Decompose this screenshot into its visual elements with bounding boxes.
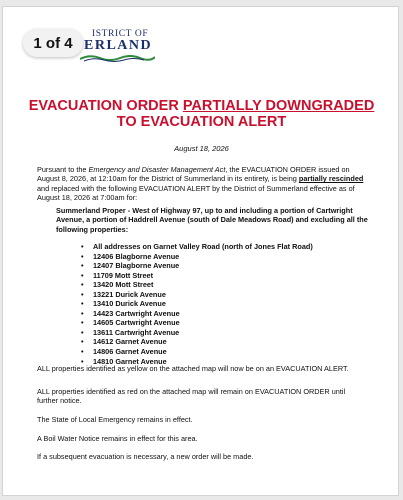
property-text: 13611 Cartwright Avenue — [93, 327, 180, 337]
district-logo — [70, 25, 180, 65]
property-text: All addresses on Garnet Valley Road (north of Jones Flat Road) — [93, 242, 313, 251]
logo-text-top: ISTRICT OF — [92, 29, 149, 39]
logo-text-main: ERLAND — [84, 38, 153, 53]
bullet-icon: • — [81, 242, 84, 251]
intro-text-2: , the EVACUATION ORDER issued on August 8, 2026, at 12:10am for the District of Summerland in its entirety, is being — [37, 165, 350, 184]
red-properties-note: ALL properties identified as red on the attached map will remain on EVACUATION ORDER until further notice. — [37, 387, 346, 406]
list-item — [81, 347, 313, 357]
page-counter-badge: 1 of 4 — [23, 29, 83, 57]
property-text: 14423 Cartwright Avenue — [93, 308, 180, 318]
list-item — [81, 252, 313, 262]
property-text: 12407 Blagborne Avenue — [93, 261, 180, 271]
intro-paragraph — [37, 165, 367, 203]
intro-act-name: Emergency and Disaster Management Act — [88, 165, 226, 174]
list-item — [81, 290, 313, 300]
bullet-icon: • — [81, 347, 84, 357]
property-text: 11709 Mott Street — [93, 270, 154, 280]
bullet-icon: • — [81, 280, 84, 290]
intro-text-1: Pursuant to the — [37, 165, 89, 174]
property-text: 13221 Durick Avenue — [93, 289, 166, 299]
logo-wave-icon — [80, 54, 155, 62]
list-item — [81, 271, 313, 281]
list-item — [81, 337, 313, 347]
boil-water-note: A Boil Water Notice remains in effect for this area. — [37, 434, 198, 443]
bullet-icon: • — [81, 327, 84, 337]
document-date: August 18, 2026 — [174, 144, 229, 153]
property-text: 13410 Durick Avenue — [93, 299, 166, 309]
property-text: 14605 Cartwright Avenue — [93, 318, 180, 328]
bullet-icon: • — [81, 308, 84, 318]
state-of-emergency-note: The State of Local Emergency remains in effect. — [37, 415, 193, 424]
list-item — [81, 309, 313, 319]
yellow-properties-note: ALL properties identified as yellow on the attached map will now be on an EVACUATION ALERT. — [37, 364, 349, 373]
subsequent-evacuation-note: If a subsequent evacuation is necessary, a new order will be made. — [37, 452, 254, 461]
bullet-icon: • — [81, 337, 84, 347]
bullet-icon: • — [81, 289, 84, 299]
excluded-properties-list — [81, 242, 313, 366]
list-item — [81, 299, 313, 309]
property-text: 14810 Garnet Avenue — [93, 356, 167, 366]
bullet-icon: • — [81, 261, 84, 271]
bullet-icon: • — [81, 318, 84, 328]
document-title — [23, 98, 380, 130]
property-text: 14612 Garnet Avenue — [93, 337, 167, 347]
list-item — [81, 280, 313, 290]
bullet-icon: • — [81, 356, 84, 366]
list-item — [81, 328, 313, 338]
intro-text-3: and replaced with the following EVACUATION ALERT by the District of Summerland effective as of August 18, 2026 at 7:00am for: — [37, 183, 355, 203]
bullet-icon: • — [81, 270, 84, 280]
list-item — [81, 261, 313, 271]
area-description: Summerland Proper - West of Highway 97, up to and including a portion of Cartwright Avenue, a portion of Haddrell Avenue (south of Dale Meadows Road) and excluding all the following properties: — [56, 206, 368, 234]
title-suffix: TO EVACUATION ALERT — [116, 114, 287, 130]
list-item — [81, 242, 313, 252]
property-text: 12406 Blagborne Avenue — [93, 251, 180, 261]
property-text: 14806 Garnet Avenue — [93, 347, 167, 357]
property-text: 13420 Mott Street — [93, 280, 154, 290]
intro-rescinded: partially rescinded — [298, 174, 364, 184]
list-item — [81, 318, 313, 328]
bullet-icon: • — [81, 251, 84, 261]
title-prefix: EVACUATION ORDER — [28, 98, 183, 114]
bullet-icon: • — [81, 299, 84, 309]
document-page — [2, 6, 399, 496]
title-underlined: PARTIALLY DOWNGRADED — [182, 98, 375, 114]
